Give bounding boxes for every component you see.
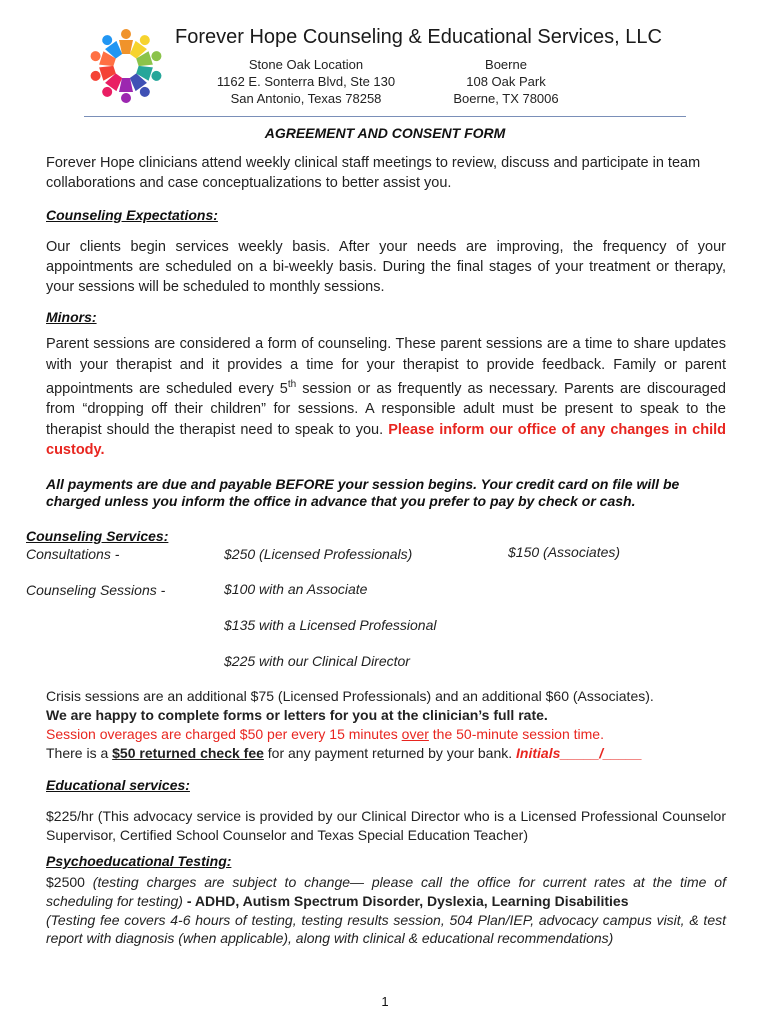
forms-fee-text: We are happy to complete forms or letters for you at the clinician’s full rate. <box>46 707 548 723</box>
minors-sup: th <box>287 379 297 390</box>
consult-licensed-rate: $250 (Licensed Professionals) <box>224 546 413 562</box>
fees-block <box>46 687 726 763</box>
location-city: San Antonio, Texas 78258 <box>230 91 382 106</box>
minors-heading: Minors: <box>46 309 97 325</box>
page-number: 1 <box>381 994 389 1009</box>
organization-name: Forever Hope Counseling & Educational Services, LLC <box>175 26 662 48</box>
session-rate-licensed: $135 with a Licensed Professional <box>224 617 437 633</box>
initials-field[interactable]: Initials_____/_____ <box>516 745 643 761</box>
location-address: 1162 E. Sonterra Blvd, Ste 130 <box>216 74 396 89</box>
header-divider <box>84 116 686 117</box>
overage-text-b: the 50-minute session time. <box>428 726 604 742</box>
check-text-a: There is a <box>46 745 113 761</box>
returned-check-text <box>46 744 726 763</box>
location-address: 108 Oak Park <box>466 74 546 89</box>
educational-services-heading: Educational services: <box>46 777 190 793</box>
overage-text-a: Session overages are charged $50 per every 15 minutes <box>46 726 402 742</box>
testing-price: $2500 <box>46 874 93 890</box>
location-name: Stone Oak Location <box>248 57 364 72</box>
counseling-sessions-label: Counseling Sessions - <box>26 582 166 598</box>
minors-text-b: session or as frequently as necessary. Parents are discouraged from “dropping off their children” for sessions. A responsible adult must be present to speak to the therapist should the therapist need to speak to you. <box>46 380 726 438</box>
overage-over: over <box>401 726 429 742</box>
testing-heading: Psychoeducational Testing: <box>46 853 232 869</box>
testing-note: (testing charges are subject to change— please call the office for current rates at the time of scheduling for testing) <box>46 874 726 909</box>
consult-associates-rate: $150 (Associates) <box>508 544 621 560</box>
payment-note: All payments are due and payable BEFORE your session begins. Your credit card on file will be charged unless you inform the office in advance that you prefer to pay by check or cash. <box>46 476 680 509</box>
boerne-location <box>436 56 576 107</box>
custody-notice: Please inform our office of any changes in child custody. <box>46 421 726 459</box>
testing-conditions: - ADHD, Autism Spectrum Disorder, Dyslexia, Learning Disabilities <box>182 893 629 909</box>
counseling-expectations-heading: Counseling Expectations: <box>46 207 218 223</box>
location-city: Boerne, TX 78006 <box>453 91 559 106</box>
testing-text <box>46 873 726 911</box>
consultations-label: Consultations - <box>26 546 120 562</box>
stone-oak-location <box>206 56 406 107</box>
counseling-expectations-text: Our clients begin services weekly basis. After your needs are improving, the frequency of your appointments are scheduled on a bi-weekly basis. During the final stages of your treatment or therapy, your sessions will be scheduled to monthly sessions. <box>46 239 726 295</box>
check-text-b: for any payment returned by your bank. <box>263 745 517 761</box>
returned-check-fee: $50 returned check fee <box>112 745 264 761</box>
minors-text-a: Parent sessions are considered a form of counseling. These parent sessions are a time to share updates with your therapist and it provides a time for your therapist to provide feedback. Family or parent appointments are scheduled every 5 <box>46 336 726 397</box>
session-rate-director: $225 with our Clinical Director <box>224 653 410 669</box>
educational-services-text: $225/hr (This advocacy service is provided by our Clinical Director who is a Licensed Professional Counselor Supervisor, Certified School Counselor and Texas Special Education Teacher) <box>46 808 726 843</box>
overage-fee-text <box>46 725 726 744</box>
logo-people-circle <box>84 26 168 106</box>
location-name: Boerne <box>485 57 527 72</box>
form-title: AGREEMENT AND CONSENT FORM <box>264 125 506 141</box>
session-rate-associate: $100 with an Associate <box>224 581 368 597</box>
counseling-services-heading: Counseling Services: <box>26 528 169 544</box>
minors-text <box>46 334 726 461</box>
crisis-fee-text: Crisis sessions are an additional $75 (Licensed Professionals) and an additional $60 (Associates). <box>46 688 654 704</box>
intro-paragraph: Forever Hope clinicians attend weekly clinical staff meetings to review, discuss and participate in team collaborations and case conceptualizations to better assist you. <box>46 155 701 191</box>
testing-covers: (Testing fee covers 4-6 hours of testing, testing results session, 504 Plan/IEP, advocacy campus visit, & test report with diagnosis (when applicable), along with clinical & educational recommendations) <box>46 912 726 946</box>
